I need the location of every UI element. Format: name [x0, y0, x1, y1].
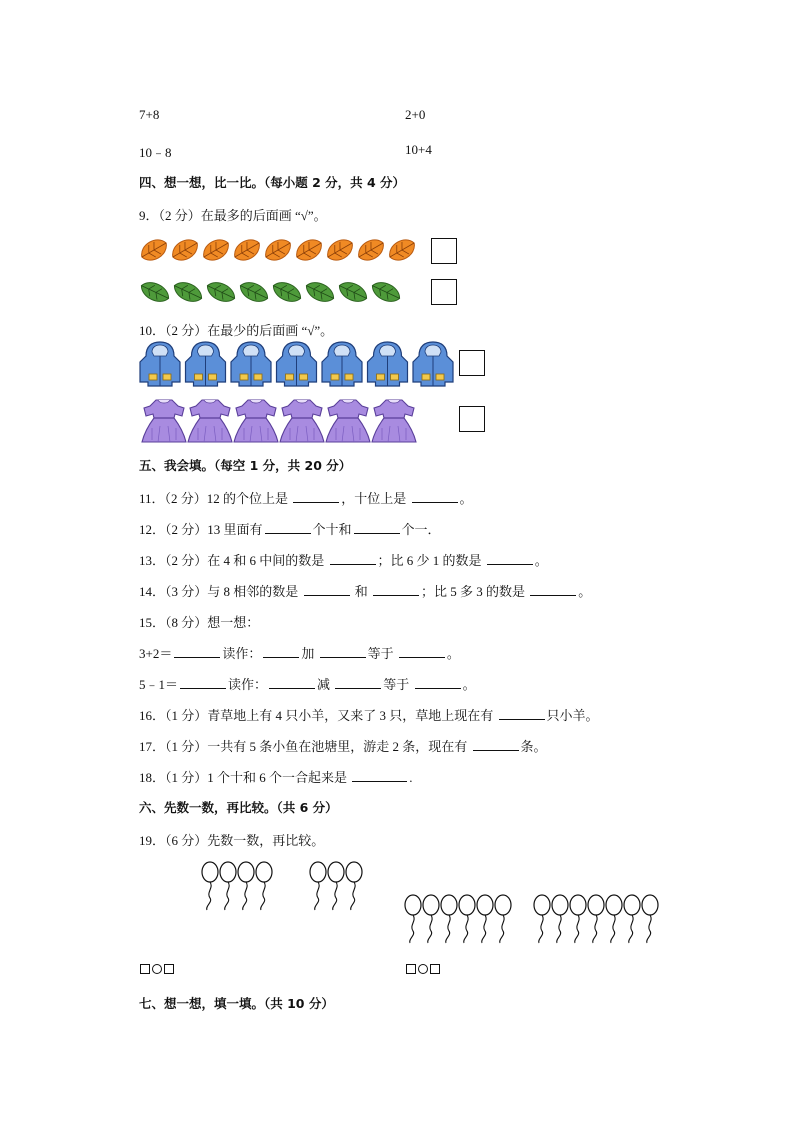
orange-leaf-icon	[199, 235, 232, 265]
balloon-icon	[423, 895, 439, 943]
balloon-icon	[477, 895, 493, 943]
balloon-group-2	[308, 860, 388, 915]
exercise-10-minus-8: 10﹣8	[139, 145, 172, 160]
dress-icon	[280, 400, 324, 442]
balloon-group-4	[532, 893, 662, 948]
section6-heading: 六、先数一数，再比较。（共 6 分）	[139, 800, 338, 815]
blank-12-tens[interactable]	[265, 521, 311, 534]
question-13: 13．（2 分）在 4 和 6 中间的数是 ；比 6 少 1 的数是 。	[139, 553, 548, 568]
blank-18[interactable]	[352, 769, 407, 782]
jacket-icon	[231, 342, 271, 386]
circle-icon[interactable]	[152, 964, 162, 974]
section4-heading: 四、想一想，比一比。（每小题 2 分，共 4 分）	[139, 175, 406, 190]
dress-icon	[234, 400, 278, 442]
jacket-icon	[140, 342, 180, 386]
green-leaf-row	[138, 275, 418, 309]
blank-14-more[interactable]	[530, 583, 576, 596]
jacket-row	[136, 340, 456, 388]
square-icon[interactable]	[164, 964, 174, 974]
answer-box-dresses[interactable]	[459, 406, 485, 432]
balloon-icon	[534, 895, 550, 943]
section7-heading: 七、想一想，填一填。（共 10 分）	[139, 996, 334, 1011]
blank-13-between[interactable]	[330, 552, 376, 565]
balloon-group-3	[403, 893, 523, 948]
question-14: 14．（3 分）与 8 相邻的数是 和 ；比 5 多 3 的数是 。	[139, 584, 592, 599]
blank-14-neighbor2[interactable]	[373, 583, 419, 596]
orange-leaf-icon	[230, 235, 263, 265]
blank-11-tens[interactable]	[412, 490, 458, 503]
blank-15b-read1[interactable]	[269, 676, 315, 689]
green-leaf-icon	[204, 278, 238, 306]
exercise-7-plus-8: 7+8	[139, 107, 160, 122]
balloon-icon	[202, 862, 218, 910]
section5-heading: 五、我会填。（每空 1 分，共 20 分）	[139, 458, 352, 473]
question-16: 16．（1 分）青草地上有 4 只小羊，又来了 3 只，草地上现在有 只小羊。	[139, 708, 599, 723]
compare-boxes-left[interactable]	[139, 962, 175, 978]
blank-14-neighbor1[interactable]	[304, 583, 350, 596]
answer-box-green-leaves[interactable]	[431, 279, 457, 305]
balloon-icon	[310, 862, 326, 910]
balloon-icon	[552, 895, 568, 943]
dress-icon	[142, 400, 186, 442]
question-17: 17．（1 分）一共有 5 条小鱼在池塘里，游走 2 条，现在有 条。	[139, 739, 547, 754]
question-9: 9．（2 分）在最多的后面画 “√”。	[139, 208, 327, 223]
question-11: 11．（2 分）12 的个位上是 ，十位上是 。	[139, 491, 473, 506]
answer-box-orange-leaves[interactable]	[431, 238, 457, 264]
balloon-icon	[220, 862, 236, 910]
balloon-icon	[642, 895, 658, 943]
green-leaf-icon	[237, 278, 271, 306]
balloon-icon	[328, 862, 344, 910]
orange-leaf-icon	[323, 235, 356, 265]
question-18: 18．（1 分）1 个十和 6 个一合起来是 .	[139, 770, 413, 785]
balloon-icon	[238, 862, 254, 910]
square-icon[interactable]	[406, 964, 416, 974]
jacket-icon	[277, 342, 317, 386]
dress-icon	[326, 400, 370, 442]
blank-15a-read3[interactable]	[399, 645, 445, 658]
jacket-icon	[413, 342, 453, 386]
balloon-icon	[495, 895, 511, 943]
circle-icon[interactable]	[418, 964, 428, 974]
balloon-icon	[346, 862, 362, 910]
exercise-2-plus-0: 2+0	[405, 107, 426, 122]
dress-icon	[372, 400, 416, 442]
dress-row	[140, 396, 420, 444]
blank-11-ones[interactable]	[293, 490, 339, 503]
green-leaf-icon	[171, 278, 205, 306]
blank-15a-result[interactable]	[174, 645, 220, 658]
orange-leaf-icon	[354, 235, 387, 265]
orange-leaf-icon	[292, 235, 325, 265]
orange-leaf-icon	[385, 235, 418, 265]
orange-leaf-icon	[138, 235, 171, 265]
green-leaf-icon	[369, 278, 403, 306]
balloon-icon	[405, 895, 421, 943]
balloon-icon	[441, 895, 457, 943]
balloon-group-1	[200, 860, 300, 915]
blank-13-less[interactable]	[487, 552, 533, 565]
green-leaf-icon	[303, 278, 337, 306]
balloon-icon	[256, 862, 272, 910]
jacket-icon	[368, 342, 408, 386]
blank-16[interactable]	[499, 707, 545, 720]
orange-leaf-icon	[261, 235, 294, 265]
blank-15a-read1[interactable]	[263, 645, 299, 658]
question-10: 10．（2 分）在最少的后面画 “√”。	[139, 323, 334, 338]
square-icon[interactable]	[140, 964, 150, 974]
question-19: 19．（6 分）先数一数，再比较。	[139, 833, 325, 848]
compare-boxes-right[interactable]	[405, 962, 441, 978]
green-leaf-icon	[270, 278, 304, 306]
blank-15a-read2[interactable]	[320, 645, 366, 658]
question-15-subtraction: 5﹣1＝ 读作： 减 等于 。	[139, 677, 476, 692]
balloon-icon	[570, 895, 586, 943]
green-leaf-icon	[138, 278, 172, 306]
jacket-icon	[322, 342, 362, 386]
blank-15b-result[interactable]	[180, 676, 226, 689]
question-15-addition: 3+2＝ 读作： 加 等于 。	[139, 646, 460, 661]
blank-12-ones[interactable]	[354, 521, 400, 534]
dress-icon	[188, 400, 232, 442]
answer-box-jackets[interactable]	[459, 350, 485, 376]
jacket-icon	[186, 342, 226, 386]
question-12: 12．（2 分）13 里面有 个十和 个一．	[139, 522, 441, 537]
balloon-icon	[624, 895, 640, 943]
balloon-icon	[588, 895, 604, 943]
blank-15b-read3[interactable]	[415, 676, 461, 689]
green-leaf-icon	[336, 278, 370, 306]
square-icon[interactable]	[430, 964, 440, 974]
balloon-icon	[606, 895, 622, 943]
question-15: 15．（8 分）想一想：	[139, 615, 260, 630]
orange-leaf-icon	[168, 235, 201, 265]
exercise-10-plus-4: 10+4	[405, 142, 432, 157]
orange-leaf-row	[138, 232, 418, 268]
balloon-icon	[459, 895, 475, 943]
blank-17[interactable]	[473, 738, 519, 751]
blank-15b-read2[interactable]	[335, 676, 381, 689]
